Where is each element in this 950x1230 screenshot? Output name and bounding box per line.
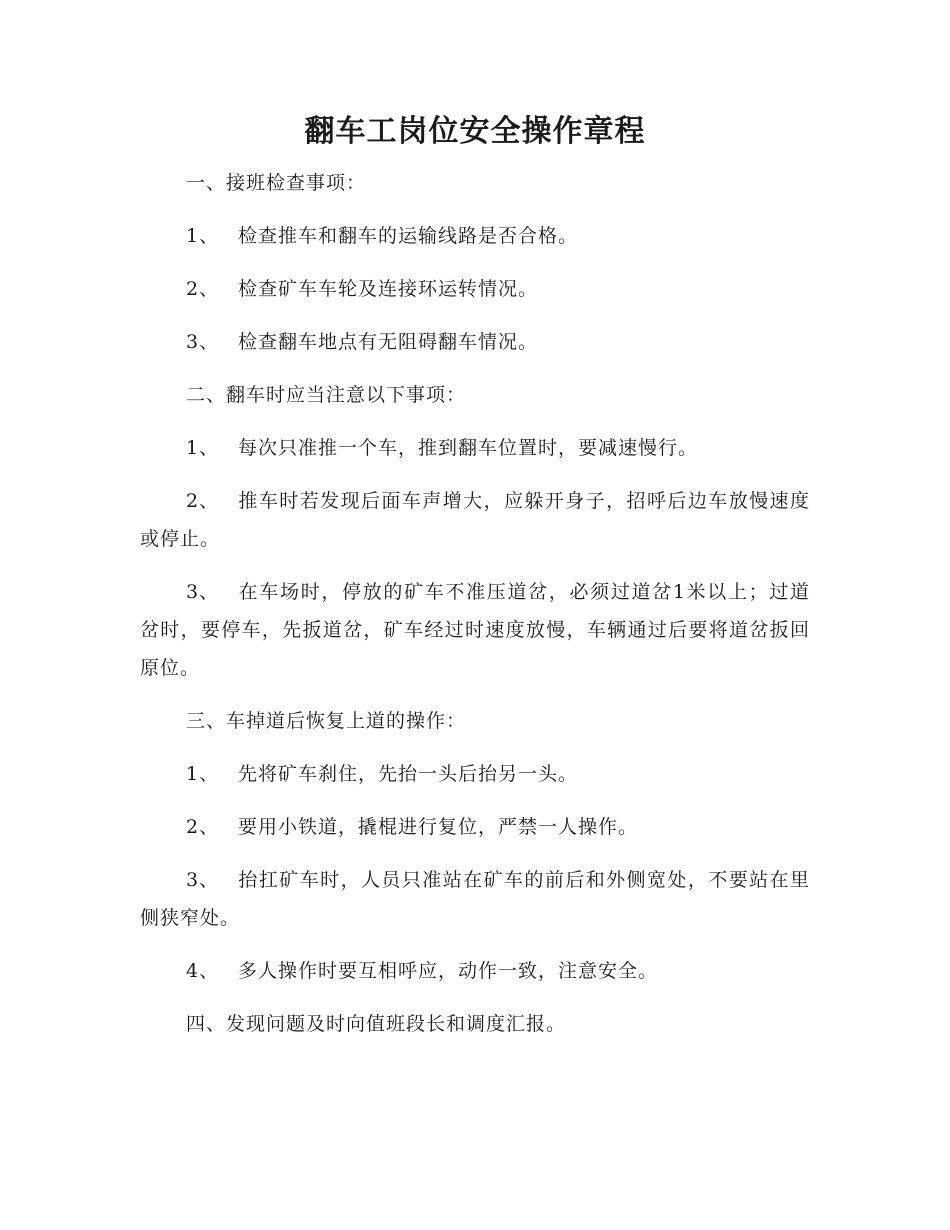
item-number: 3、	[186, 869, 220, 891]
list-item	[140, 808, 810, 846]
paragraph-text: 检查翻车地点有无阻碍翻车情况。	[238, 331, 539, 353]
item-number: 1、	[186, 437, 220, 459]
section-heading	[140, 702, 810, 740]
section-heading	[140, 376, 810, 414]
list-item	[140, 323, 810, 361]
list-item	[140, 429, 810, 467]
paragraph-text: 三、车掉道后恢复上道的操作：	[186, 710, 467, 732]
paragraph-text: 多人操作时要互相呼应，动作一致，注意安全。	[238, 960, 659, 982]
list-item	[140, 861, 810, 937]
list-item	[140, 573, 810, 687]
section-heading	[140, 1005, 810, 1043]
document-title: 翻车工岗位安全操作章程	[304, 114, 646, 149]
list-item	[140, 755, 810, 793]
item-number: 3、	[186, 581, 220, 603]
item-number: 2、	[186, 490, 220, 512]
paragraph-text: 每次只准推一个车，推到翻车位置时，要减速慢行。	[238, 437, 699, 459]
paragraph-text: 检查矿车车轮及连接环运转情况。	[238, 278, 539, 300]
item-number: 1、	[186, 225, 220, 247]
paragraph-text: 一、接班检查事项：	[186, 172, 367, 194]
paragraph-text: 先将矿车刹住，先抬一头后抬另一头。	[238, 763, 579, 785]
paragraph-text: 抬扛矿车时，人员只准站在矿车的前后和外侧宽处，不要站在里侧狭窄处。	[140, 869, 810, 929]
paragraph-text: 检查推车和翻车的运输线路是否合格。	[238, 225, 579, 247]
document-body	[140, 164, 810, 1058]
paragraph-text: 要用小铁道，撬棍进行复位，严禁一人操作。	[238, 816, 639, 838]
list-item	[140, 952, 810, 990]
list-item	[140, 217, 810, 255]
paragraph-text: 四、发现问题及时向值班段长和调度汇报。	[186, 1013, 567, 1035]
item-number: 2、	[186, 278, 220, 300]
list-item	[140, 482, 810, 558]
item-number: 3、	[186, 331, 220, 353]
item-number: 1、	[186, 763, 220, 785]
paragraph-text: 在车场时，停放的矿车不准压道岔，必须过道岔1米以上；过道岔时，要停车，先扳道岔，矿车经过时速度放慢，车辆通过后要将道岔扳回原位。	[140, 581, 810, 679]
list-item	[140, 270, 810, 308]
item-number: 2、	[186, 816, 220, 838]
paragraph-text: 二、翻车时应当注意以下事项：	[186, 384, 467, 406]
paragraph-text: 推车时若发现后面车声增大，应躲开身子，招呼后边车放慢速度或停止。	[140, 490, 810, 550]
section-heading	[140, 164, 810, 202]
item-number: 4、	[186, 960, 220, 982]
